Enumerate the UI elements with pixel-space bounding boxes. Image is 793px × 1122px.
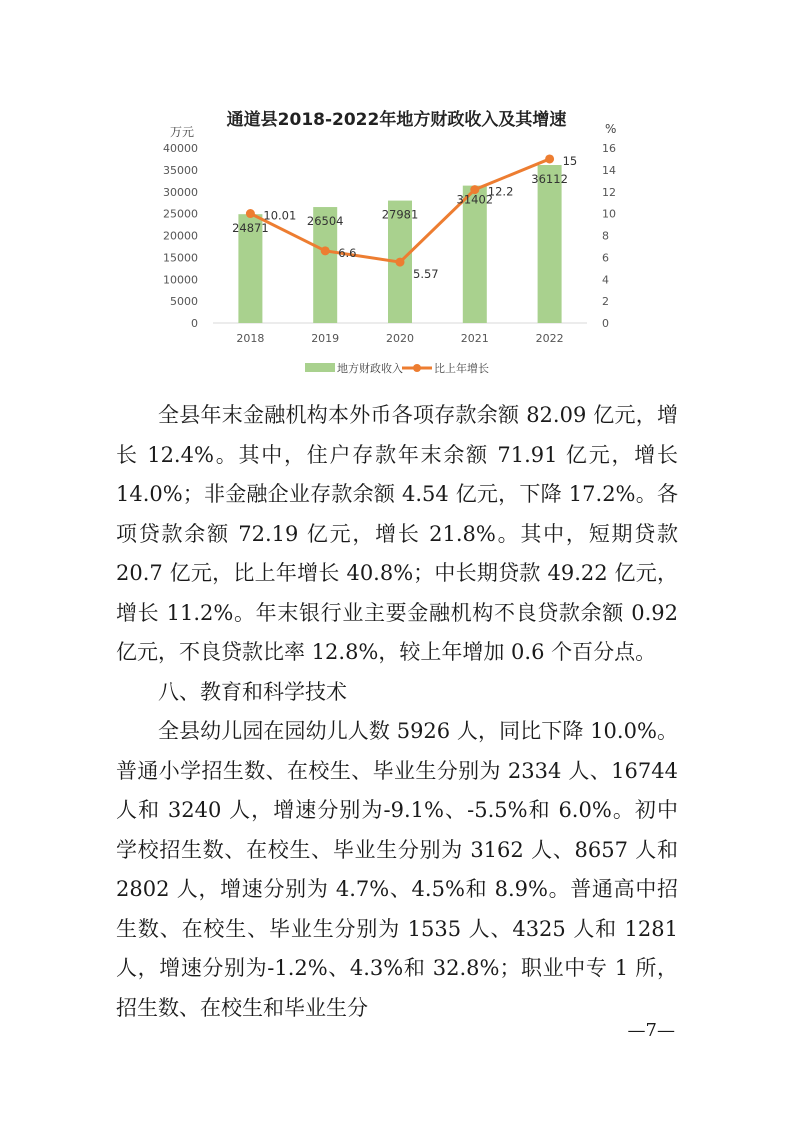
legend-line-marker (413, 364, 421, 372)
y-left-tick-20000: 20000 (163, 229, 198, 243)
y-right-tick-14: 14 (602, 163, 616, 177)
x-tick-2021: 2021 (460, 332, 489, 345)
revenue-growth-chart (0, 0, 793, 390)
x-tick-2018: 2018 (236, 332, 265, 345)
growth-label-2021: 12.2 (487, 184, 514, 199)
y-left-tick-35000: 35000 (163, 163, 198, 177)
legend-bar-swatch (305, 363, 335, 372)
growth-point-2019 (321, 246, 330, 255)
growth-label-2019: 6.6 (338, 245, 357, 260)
x-tick-2020: 2020 (386, 332, 414, 345)
bar-label-2020: 27981 (381, 207, 419, 222)
y-right-tick-2: 2 (602, 295, 609, 309)
y-right-tick-6: 6 (602, 251, 609, 265)
bar-label-2019: 26504 (306, 214, 344, 229)
legend-bar-label: 地方财政收入 (337, 362, 403, 375)
y-right-tick-8: 8 (602, 229, 609, 243)
page-number: —7— (627, 1020, 675, 1041)
y-left-tick-5000: 5000 (170, 295, 198, 309)
y-right-tick-10: 10 (602, 207, 616, 221)
legend-line-label: 比上年增长 (434, 362, 489, 375)
y-right-tick-4: 4 (602, 273, 609, 287)
bar-2022 (538, 165, 562, 323)
bar-label-2022: 36112 (531, 172, 568, 187)
x-tick-2019: 2019 (311, 332, 340, 345)
growth-label-2018: 10.01 (263, 208, 297, 223)
growth-label-2022: 15 (562, 153, 578, 168)
x-tick-2022: 2022 (535, 332, 564, 345)
y-left-tick-0: 0 (191, 317, 198, 330)
y-left-tick-30000: 30000 (163, 185, 198, 199)
y-left-tick-10000: 10000 (163, 273, 198, 287)
bar-label-2018: 24871 (232, 221, 269, 236)
y-right-tick-12: 12 (602, 185, 616, 199)
y-left-tick-40000: 40000 (163, 142, 198, 155)
growth-point-2022 (545, 154, 554, 163)
y-left-tick-25000: 25000 (163, 207, 198, 221)
growth-point-2018 (246, 209, 255, 218)
finance-paragraph: 全县年末金融机构本外币各项存款余额 82.09 亿元，增长 12.4%。其中，住户存款年末余额 71.91 亿元，增长 14.0%；非金融企业存款余额 4.54 亿元，下降 17.2%。各项贷款余额 72.19 亿元，增长 21.8%。其中，短期贷款 20.7 亿元，比上年增长 40.8%；中长期贷款 49.22 亿元，增长 11.2%。年末银行业主要金融机构不良贷款余额 0.92 亿元，不良贷款比率 12.8%，较上年增加 0.6 个百分点。 (116, 403, 678, 664)
education-paragraph: 全县幼儿园在园幼儿人数 5926 人，同比下降 10.0%。普通小学招生数、在校生、毕业生分别为 2334 人、16744 人和 3240 人，增速分别为-9.1%、-5.5%和 6.0%。初中学校招生数、在校生、毕业生分别为 3162 人、8657 人和 2802 人，增速分别为 4.7%、4.5%和 8.9%。普通高中招生数、在校生、毕业生分别为 1535 人、4325 人和 1281 人，增速分别为-1.2%、4.3%和 32.8%；职业中专 1 所，招生数、在校生和毕业生分 (116, 719, 678, 1020)
y-right-unit: % (605, 122, 617, 136)
y-right-tick-16: 16 (602, 142, 616, 155)
bar-label-2021: 31402 (456, 192, 494, 207)
chart-title: 通道县2018-2022年地方财政收入及其增速 (226, 110, 567, 130)
y-left-tick-15000: 15000 (163, 251, 198, 265)
section-heading: 八、教育和科学技术 (158, 680, 347, 704)
growth-point-2020 (396, 258, 405, 267)
y-right-tick-0: 0 (602, 317, 609, 330)
y-left-unit: 万元 (170, 125, 195, 139)
growth-label-2020: 5.57 (413, 267, 439, 282)
